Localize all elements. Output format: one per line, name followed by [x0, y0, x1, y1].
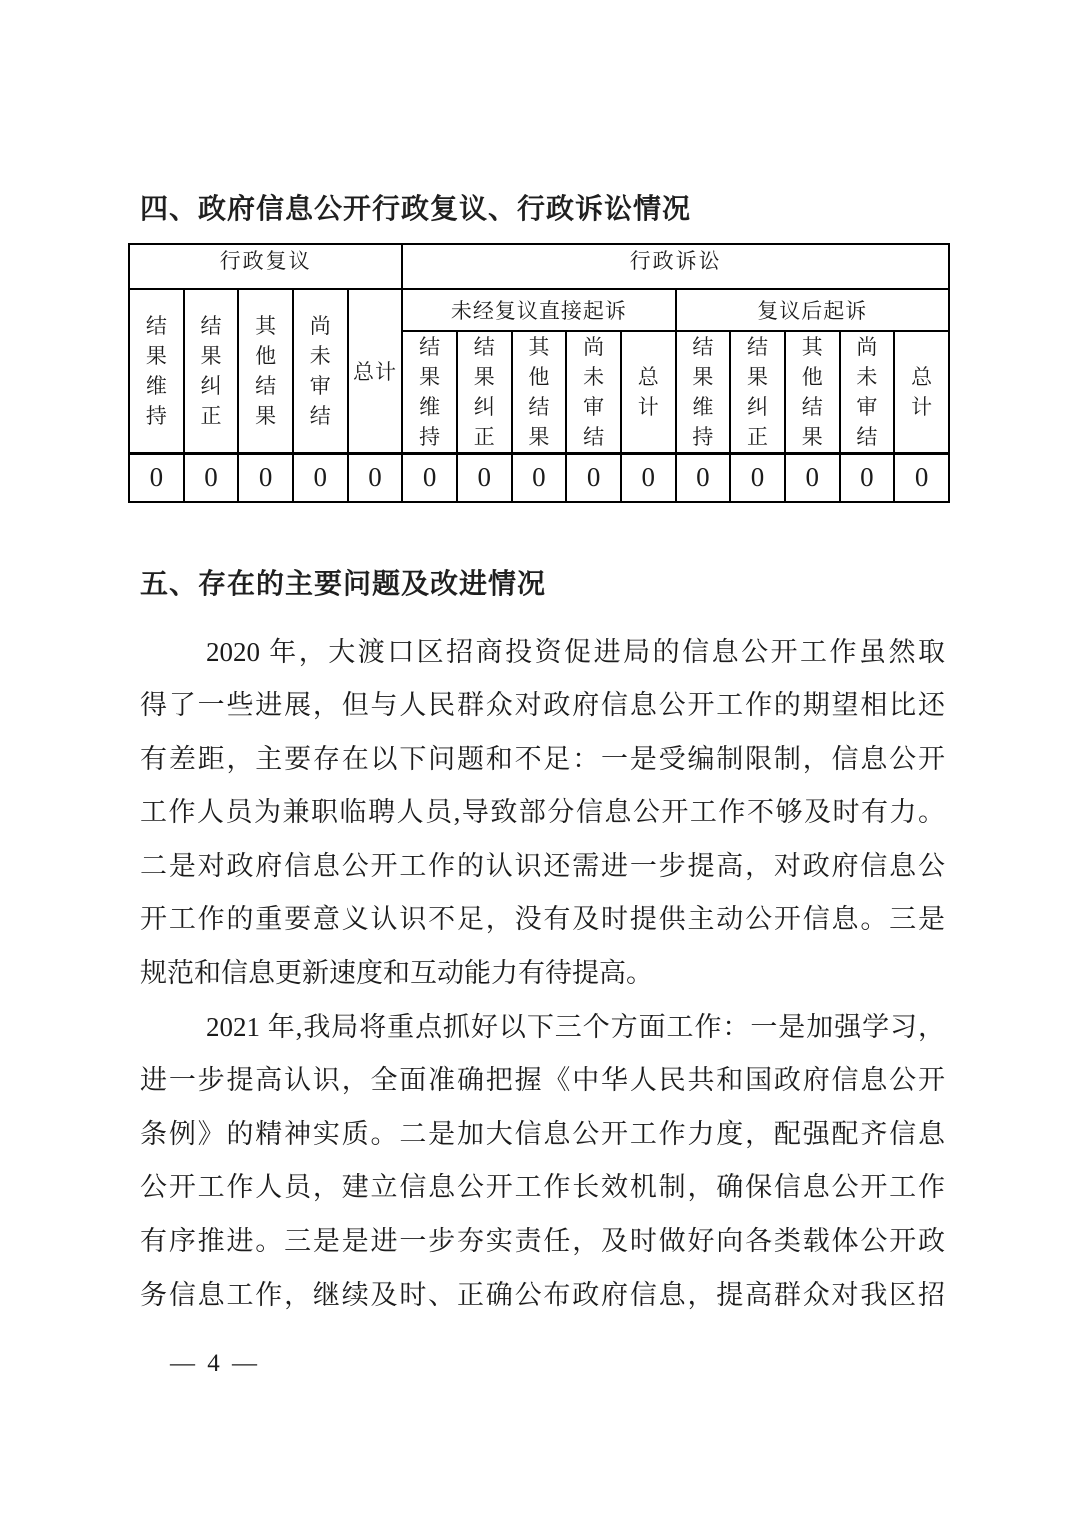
para-line: 有序推进。三是是进一步夯实责任，及时做好向各类载体公开政 — [140, 1226, 945, 1257]
section4-heading: 四、政府信息公开行政复议、行政诉讼情况 — [140, 193, 692, 224]
para-line: 公开工作人员，建立信息公开工作长效机制，确保信息公开工作 — [140, 1172, 945, 1203]
value-cell: 0 — [676, 454, 731, 502]
value-cell: 0 — [730, 454, 785, 502]
col-header-result-corrected — [184, 289, 239, 454]
col-header-result-corrected — [457, 331, 512, 454]
col-header-text: 结果维持 — [692, 335, 714, 449]
para-line: 进一步提高认识，全面准确把握《中华人民共和国政府信息公开 — [140, 1065, 945, 1096]
value-cell: 0 — [785, 454, 840, 502]
value-cell: 0 — [238, 454, 293, 502]
col-header-text: 其他结果 — [528, 335, 550, 449]
col-header-pending — [840, 331, 895, 454]
col-header-result-upheld — [402, 331, 457, 454]
col-header-text: 结果纠正 — [747, 335, 769, 449]
col-header-other-result — [512, 331, 567, 454]
col-header-total — [621, 331, 676, 454]
page-number: — 4 — — [170, 1350, 260, 1377]
value-cell: 0 — [894, 454, 949, 502]
col-header-text: 尚未审结 — [856, 335, 878, 449]
value-cell: 0 — [293, 454, 348, 502]
value-cell: 0 — [457, 454, 512, 502]
col-header-text: 结果维持 — [419, 335, 441, 449]
col-header-result-upheld — [129, 289, 184, 454]
value-cell: 0 — [348, 454, 403, 502]
col-header-text: 其他结果 — [801, 335, 823, 449]
value-cell: 0 — [184, 454, 239, 502]
col-header-pending — [566, 331, 621, 454]
value-cell: 0 — [512, 454, 567, 502]
value-cell: 0 — [129, 454, 184, 502]
col-header-other-result — [238, 289, 293, 454]
para-line: 得了一些进展，但与人民群众对政府信息公开工作的期望相比还 — [140, 690, 945, 721]
section5-heading: 五、存在的主要问题及改进情况 — [140, 567, 547, 599]
paragraph-1 — [140, 626, 945, 1001]
col-header-text: 尚未审结 — [309, 314, 331, 428]
col-header-pending — [293, 289, 348, 454]
para-line: 工作人员为兼职临聘人员,导致部分信息公开工作不够及时有力。 — [140, 797, 945, 828]
para-line: 务信息工作，继续及时、正确公布政府信息，提高群众对我区招 — [140, 1279, 945, 1310]
litigation-group-header: 行政诉讼 — [402, 244, 949, 289]
page-content — [140, 0, 945, 1322]
col-header-text: 结果纠正 — [200, 314, 222, 428]
col-header-result-corrected — [730, 331, 785, 454]
value-cell: 0 — [566, 454, 621, 502]
direct-suit-subheader: 未经复议直接起诉 — [402, 289, 675, 331]
para-line: 开工作的重要意义认识不足，没有及时提供主动公开信息。三是 — [140, 904, 945, 935]
para-line: 条例》的精神实质。二是加大信息公开工作力度，配强配齐信息 — [140, 1118, 945, 1149]
col-header-other-result — [785, 331, 840, 454]
value-cell: 0 — [621, 454, 676, 502]
para-line: 二是对政府信息公开工作的认识还需进一步提高，对政府信息公 — [140, 850, 945, 881]
col-header-text: 结果维持 — [145, 314, 167, 428]
para-line: 2021 年,我局将重点抓好以下三个方面工作：一是加强学习， — [206, 1011, 945, 1042]
col-header-result-upheld — [676, 331, 731, 454]
value-cell: 0 — [840, 454, 895, 502]
col-header-text: 总计 — [637, 365, 659, 419]
para-line: 规范和信息更新速度和互动能力有待提高。 — [140, 958, 653, 989]
col-header-text: 其他结果 — [255, 314, 277, 428]
review-group-header: 行政复议 — [129, 244, 402, 289]
col-header-text: 尚未审结 — [583, 335, 605, 449]
col-header-total — [894, 331, 949, 454]
review-litigation-table — [128, 243, 950, 503]
para-line: 2020 年，大渡口区招商投资促进局的信息公开工作虽然取 — [206, 636, 945, 667]
col-header-total — [348, 289, 403, 454]
col-header-text: 结果纠正 — [473, 335, 495, 449]
col-header-text: 总计 — [911, 365, 933, 419]
paragraph-2 — [140, 1001, 945, 1323]
col-header-text: 总计 — [352, 360, 397, 384]
after-review-suit-subheader: 复议后起诉 — [676, 289, 949, 331]
value-cell: 0 — [402, 454, 457, 502]
para-line: 有差距，主要存在以下问题和不足：一是受编制限制，信息公开 — [140, 743, 945, 774]
